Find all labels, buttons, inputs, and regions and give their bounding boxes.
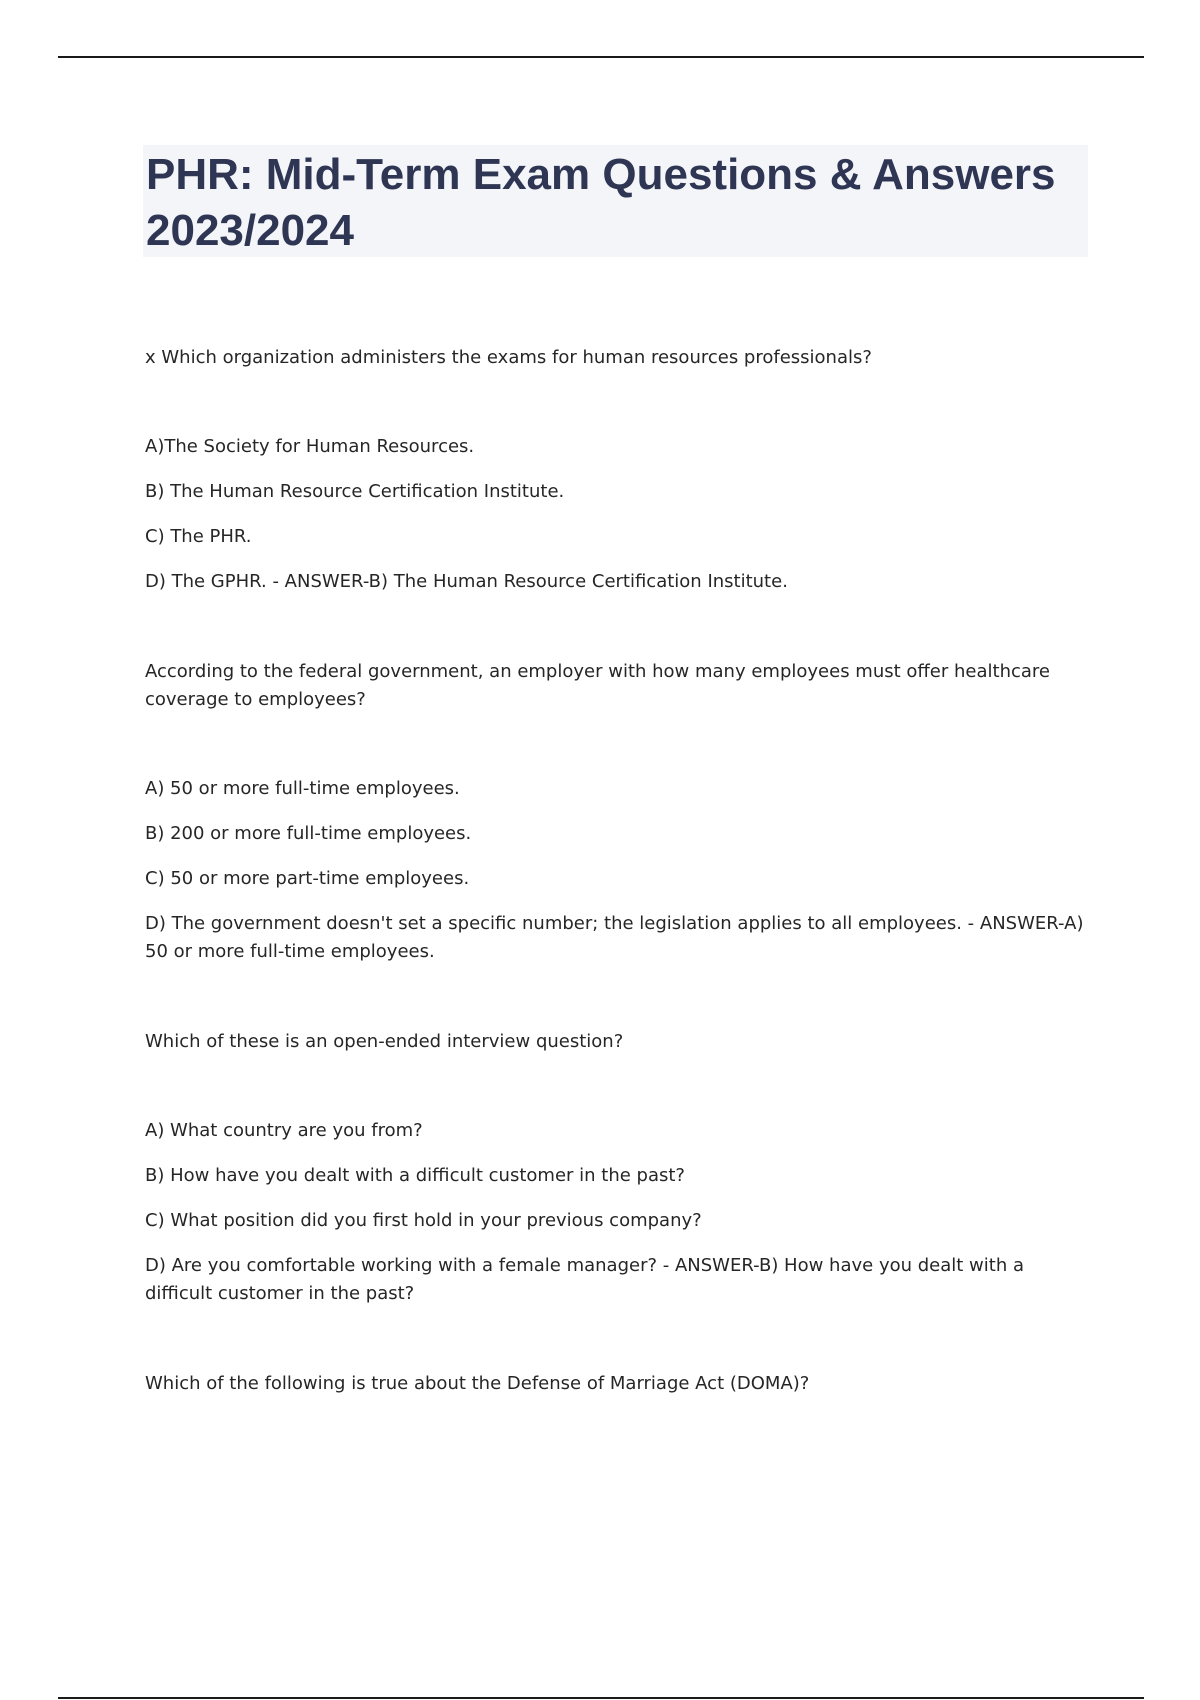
question-1-prompt: x Which organization administers the exams for human resources professionals? — [145, 347, 872, 368]
question-1-options — [145, 433, 1095, 596]
page-title: PHR: Mid-Term Exam Questions & Answers 2023/2024 — [146, 150, 1056, 255]
top-divider — [58, 56, 1144, 58]
question-1-option-d-answer: D) The GPHR. - ANSWER-B) The Human Resource Certification Institute. — [145, 571, 788, 592]
question-2-option-b: B) 200 or more full-time employees. — [145, 823, 472, 844]
question-3-prompt: Which of these is an open-ended interview question? — [145, 1031, 624, 1052]
question-3-option-c: C) What position did you first hold in your previous company? — [145, 1210, 702, 1231]
question-1-option-b: B) The Human Resource Certification Institute. — [145, 481, 565, 502]
question-3-option-d-answer: D) Are you comfortable working with a female manager? - ANSWER-B) How have you dealt with a difficult customer in the past? — [145, 1255, 1024, 1304]
question-2-option-d-answer: D) The government doesn't set a specific number; the legislation applies to all employees. - ANSWER-A) 50 or more full-time employees. — [145, 913, 1084, 962]
question-2-option-a: A) 50 or more full-time employees. — [145, 778, 460, 799]
question-2-prompt: According to the federal government, an employer with how many employees must offer healthcare coverage to employees? — [145, 661, 1050, 710]
question-2-options — [145, 775, 1095, 966]
question-list — [145, 344, 1095, 1459]
question-1-option-a: A)The Society for Human Resources. — [145, 436, 475, 457]
question-3-option-b: B) How have you dealt with a difficult customer in the past? — [145, 1165, 685, 1186]
question-3-options — [145, 1117, 1095, 1308]
bottom-divider — [58, 1697, 1144, 1699]
question-1-option-c: C) The PHR. — [145, 526, 252, 547]
question-3-option-a: A) What country are you from? — [145, 1120, 423, 1141]
question-4-prompt: Which of the following is true about the Defense of Marriage Act (DOMA)? — [145, 1373, 810, 1394]
question-2-option-c: C) 50 or more part-time employees. — [145, 868, 470, 889]
